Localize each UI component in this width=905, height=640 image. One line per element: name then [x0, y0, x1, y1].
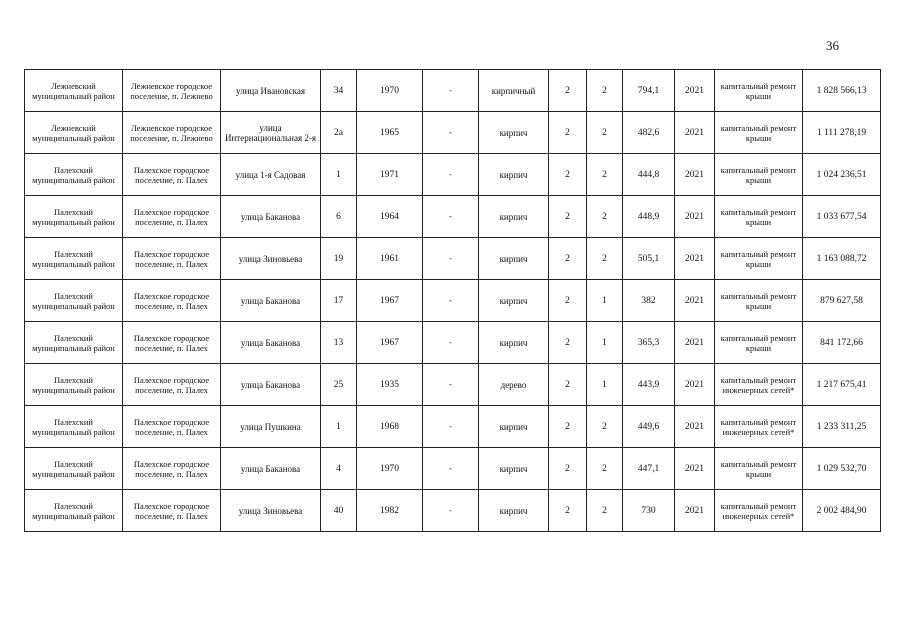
cell-dash: -: [423, 406, 479, 448]
cell-entrances: 2: [587, 490, 623, 532]
table-row: [25, 364, 881, 406]
cell-area: 482,6: [623, 112, 675, 154]
cell-district: Палехский муниципальный район: [25, 448, 123, 490]
cell-street: улица Баканова: [221, 280, 321, 322]
table-row: [25, 490, 881, 532]
cell-work-type: капитальный ремонт крыши: [715, 238, 803, 280]
cell-dash: -: [423, 70, 479, 112]
cell-work-type: капитальный ремонт крыши: [715, 112, 803, 154]
cell-area: 444,8: [623, 154, 675, 196]
cell-floors: 2: [549, 154, 587, 196]
cell-work-type: капитальный ремонт инженерных сетей*: [715, 490, 803, 532]
cell-street: улица Баканова: [221, 196, 321, 238]
cell-wall-material: кирпич: [479, 280, 549, 322]
table-row: [25, 70, 881, 112]
cell-area: 449,6: [623, 406, 675, 448]
cell-plan-year: 2021: [675, 196, 715, 238]
cell-dash: -: [423, 154, 479, 196]
cell-area: 365,3: [623, 322, 675, 364]
cell-entrances: 1: [587, 280, 623, 322]
cell-work-type: капитальный ремонт крыши: [715, 70, 803, 112]
cell-work-type: капитальный ремонт крыши: [715, 448, 803, 490]
cell-plan-year: 2021: [675, 70, 715, 112]
cell-work-type: капитальный ремонт крыши: [715, 322, 803, 364]
cell-work-type: капитальный ремонт инженерных сетей*: [715, 364, 803, 406]
cell-dash: -: [423, 490, 479, 532]
cell-wall-material: кирпич: [479, 490, 549, 532]
cell-wall-material: дерево: [479, 364, 549, 406]
cell-cost: 841 172,66: [803, 322, 881, 364]
cell-area: 730: [623, 490, 675, 532]
cell-entrances: 2: [587, 406, 623, 448]
cell-settlement: Палехское городское поселение, п. Палех: [123, 490, 221, 532]
cell-dash: -: [423, 280, 479, 322]
cell-wall-material: кирпич: [479, 196, 549, 238]
cell-floors: 2: [549, 448, 587, 490]
cell-street: улица Интернациональная 2-я: [221, 112, 321, 154]
cell-cost: 1 163 088,72: [803, 238, 881, 280]
cell-street: улица Зиновьева: [221, 490, 321, 532]
cell-wall-material: кирпич: [479, 448, 549, 490]
cell-build-year: 1961: [357, 238, 423, 280]
cell-plan-year: 2021: [675, 364, 715, 406]
cell-house-number: 19: [321, 238, 357, 280]
cell-district: Лежневский муниципальный район: [25, 70, 123, 112]
cell-entrances: 2: [587, 196, 623, 238]
cell-house-number: 34: [321, 70, 357, 112]
cell-street: улица Баканова: [221, 322, 321, 364]
cell-build-year: 1964: [357, 196, 423, 238]
cell-floors: 2: [549, 364, 587, 406]
cell-build-year: 1965: [357, 112, 423, 154]
cell-build-year: 1967: [357, 280, 423, 322]
cell-wall-material: кирпич: [479, 112, 549, 154]
cell-house-number: 13: [321, 322, 357, 364]
cell-settlement: Палехское городское поселение, п. Палех: [123, 154, 221, 196]
cell-cost: 2 002 484,90: [803, 490, 881, 532]
cell-dash: -: [423, 196, 479, 238]
cell-work-type: капитальный ремонт инженерных сетей*: [715, 406, 803, 448]
cell-entrances: 2: [587, 154, 623, 196]
cell-plan-year: 2021: [675, 490, 715, 532]
cell-build-year: 1970: [357, 70, 423, 112]
cell-settlement: Палехское городское поселение, п. Палех: [123, 322, 221, 364]
cell-settlement: Палехское городское поселение, п. Палех: [123, 364, 221, 406]
cell-plan-year: 2021: [675, 448, 715, 490]
cell-district: Палехский муниципальный район: [25, 280, 123, 322]
cell-settlement: Палехское городское поселение, п. Палех: [123, 448, 221, 490]
cell-entrances: 2: [587, 112, 623, 154]
cell-settlement: Лежневское городское поселение, п. Лежнево: [123, 70, 221, 112]
cell-house-number: 4: [321, 448, 357, 490]
cell-district: Палехский муниципальный район: [25, 196, 123, 238]
cell-house-number: 1: [321, 406, 357, 448]
cell-dash: -: [423, 448, 479, 490]
cell-cost: 1 233 311,25: [803, 406, 881, 448]
cell-work-type: капитальный ремонт крыши: [715, 154, 803, 196]
cell-floors: 2: [549, 196, 587, 238]
cell-entrances: 2: [587, 238, 623, 280]
cell-plan-year: 2021: [675, 406, 715, 448]
cell-cost: 1 111 278,19: [803, 112, 881, 154]
cell-area: 448,9: [623, 196, 675, 238]
cell-area: 447,1: [623, 448, 675, 490]
cell-house-number: 17: [321, 280, 357, 322]
cell-area: 794,1: [623, 70, 675, 112]
cell-street: улица Баканова: [221, 448, 321, 490]
cell-cost: 1 033 677,54: [803, 196, 881, 238]
cell-street: улица Баканова: [221, 364, 321, 406]
cell-area: 505,1: [623, 238, 675, 280]
cell-settlement: Палехское городское поселение, п. Палех: [123, 406, 221, 448]
page-number: 36: [826, 38, 839, 53]
cell-street: улица Зиновьева: [221, 238, 321, 280]
cell-wall-material: кирпич: [479, 154, 549, 196]
cell-settlement: Палехское городское поселение, п. Палех: [123, 238, 221, 280]
cell-build-year: 1970: [357, 448, 423, 490]
cell-street: улица 1-я Садовая: [221, 154, 321, 196]
cell-entrances: 2: [587, 448, 623, 490]
cell-district: Палехский муниципальный район: [25, 322, 123, 364]
cell-entrances: 1: [587, 322, 623, 364]
cell-plan-year: 2021: [675, 154, 715, 196]
table-row: [25, 238, 881, 280]
cell-wall-material: кирпич: [479, 238, 549, 280]
cell-district: Палехский муниципальный район: [25, 490, 123, 532]
cell-entrances: 2: [587, 70, 623, 112]
cell-settlement: Палехское городское поселение, п. Палех: [123, 196, 221, 238]
cell-settlement: Палехское городское поселение, п. Палех: [123, 280, 221, 322]
cell-plan-year: 2021: [675, 112, 715, 154]
cell-cost: 1 024 236,51: [803, 154, 881, 196]
table-row: [25, 322, 881, 364]
cell-house-number: 2а: [321, 112, 357, 154]
cell-district: Лежневский муниципальный район: [25, 112, 123, 154]
cell-dash: -: [423, 322, 479, 364]
cell-plan-year: 2021: [675, 322, 715, 364]
cell-build-year: 1971: [357, 154, 423, 196]
cell-cost: 1 828 566,13: [803, 70, 881, 112]
cell-house-number: 1: [321, 154, 357, 196]
cell-floors: 2: [549, 70, 587, 112]
cell-build-year: 1967: [357, 322, 423, 364]
table-row: [25, 448, 881, 490]
cell-settlement: Лежневское городское поселение, п. Лежнево: [123, 112, 221, 154]
cell-cost: 879 627,58: [803, 280, 881, 322]
cell-dash: -: [423, 238, 479, 280]
cell-wall-material: кирпичный: [479, 70, 549, 112]
cell-dash: -: [423, 112, 479, 154]
cell-floors: 2: [549, 238, 587, 280]
cell-district: Палехский муниципальный район: [25, 406, 123, 448]
cell-floors: 2: [549, 112, 587, 154]
table-row: [25, 154, 881, 196]
cell-floors: 2: [549, 406, 587, 448]
cell-wall-material: кирпич: [479, 322, 549, 364]
housing-repair-table: [24, 69, 881, 532]
cell-street: улица Пушкина: [221, 406, 321, 448]
cell-work-type: капитальный ремонт крыши: [715, 196, 803, 238]
cell-dash: -: [423, 364, 479, 406]
cell-cost: 1 217 675,41: [803, 364, 881, 406]
cell-floors: 2: [549, 280, 587, 322]
cell-build-year: 1935: [357, 364, 423, 406]
cell-work-type: капитальный ремонт крыши: [715, 280, 803, 322]
cell-house-number: 25: [321, 364, 357, 406]
cell-house-number: 40: [321, 490, 357, 532]
table-row: [25, 196, 881, 238]
cell-plan-year: 2021: [675, 280, 715, 322]
cell-area: 443,9: [623, 364, 675, 406]
table-row: [25, 280, 881, 322]
cell-floors: 2: [549, 322, 587, 364]
table-row: [25, 112, 881, 154]
table-row: [25, 406, 881, 448]
cell-build-year: 1982: [357, 490, 423, 532]
cell-house-number: 6: [321, 196, 357, 238]
cell-district: Палехский муниципальный район: [25, 364, 123, 406]
cell-entrances: 1: [587, 364, 623, 406]
cell-cost: 1 029 532,70: [803, 448, 881, 490]
cell-wall-material: кирпич: [479, 406, 549, 448]
table-body: [25, 70, 881, 532]
cell-street: улица Ивановская: [221, 70, 321, 112]
cell-area: 382: [623, 280, 675, 322]
cell-build-year: 1968: [357, 406, 423, 448]
cell-floors: 2: [549, 490, 587, 532]
cell-plan-year: 2021: [675, 238, 715, 280]
cell-district: Палехский муниципальный район: [25, 238, 123, 280]
cell-district: Палехский муниципальный район: [25, 154, 123, 196]
